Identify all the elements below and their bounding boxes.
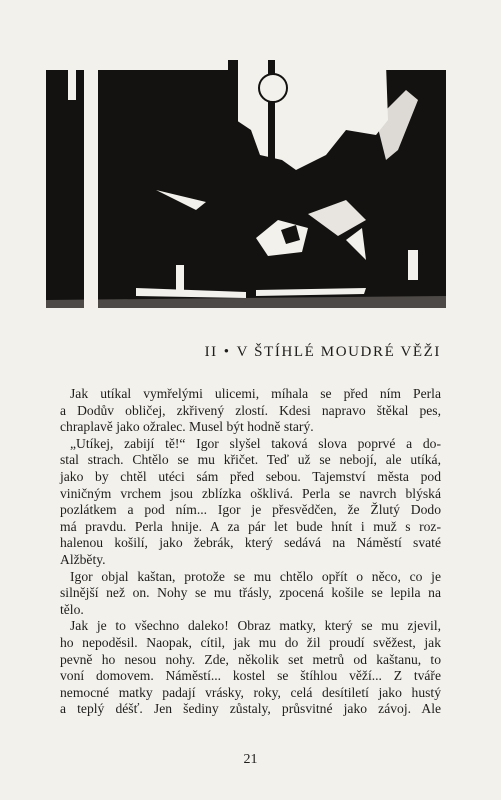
chapter-title: V ŠTÍHLÉ MOUDRÉ VĚŽI: [236, 344, 441, 360]
text-line: viničným vrchem jsou zblízka ošklivá. Perla se navrch blýská: [60, 485, 441, 501]
text-line: jako by chtěl utéci sám před sebou. Tajemství města pod: [60, 468, 441, 484]
chapter-body: [60, 386, 441, 718]
chapter-number: II: [204, 344, 218, 360]
text-line: a Dodův obličej, zkřivený zlostí. Kdesi napravo štěkal pes,: [60, 402, 441, 418]
text-line: pevně ho nesou nohy. Zde, několik set metrů od kaštanu, to: [60, 651, 441, 667]
paragraph-3: [60, 569, 441, 619]
text-line: stal strach. Chtělo se mu křičet. Teď už se nebojí, ale utíká,: [60, 452, 441, 468]
text-line: Alžběty.: [60, 551, 106, 567]
page-number: 21: [243, 752, 258, 767]
text-line: ho nepoděsil. Naopak, cítil, jak mu do žil proudí svěžest, jak: [60, 634, 441, 650]
paragraph-1: [60, 386, 441, 436]
text-line: má pravdu. Perla hnije. A za pár let bude hnít i muž s roz-: [60, 518, 441, 534]
text-line: „Utíkej, zabijí tě!“ Igor slyšel taková slova poprvé a do-: [70, 435, 441, 451]
text-line: Jak je to všechno daleko! Obraz matky, který se mu zjevil,: [70, 618, 441, 634]
chapter-heading: [0, 344, 441, 361]
text-line: pozlátkem a pod ním... Igor je přesvědčen, že Žlutý Dodo: [60, 502, 441, 518]
text-line: Jak utíkal vymřelými ulicemi, míhala se před ním Perla: [70, 386, 441, 401]
text-line: Igor objal kaštan, protože se mu chtělo opřít o něco, co je: [70, 568, 441, 584]
text-line: silnější než on. Nohy se mu třásly, zpocená košile se lepila na: [60, 585, 441, 601]
text-line: halenou košilí, jako žebrák, který sedává na Náměstí svaté: [60, 535, 441, 551]
text-line: chraplavě jako ožralec. Musel být hodně starý.: [60, 419, 314, 435]
chapter-separator: •: [223, 344, 231, 360]
text-line: tělo.: [60, 601, 84, 617]
woodcut-illustration: [46, 60, 446, 308]
text-line: a teplý déšť. Jen šediny zůstaly, průsvitné jako závoj. Ale: [60, 701, 441, 717]
text-line: voní domovem. Náměstí... kostel se štíhlou věží... Z tváře: [60, 668, 441, 684]
paragraph-2: [60, 436, 441, 569]
paragraph-4: [60, 618, 441, 718]
text-line: nemocné matky padají vrásky, roky, celá desítiletí jako hustý: [60, 684, 441, 700]
